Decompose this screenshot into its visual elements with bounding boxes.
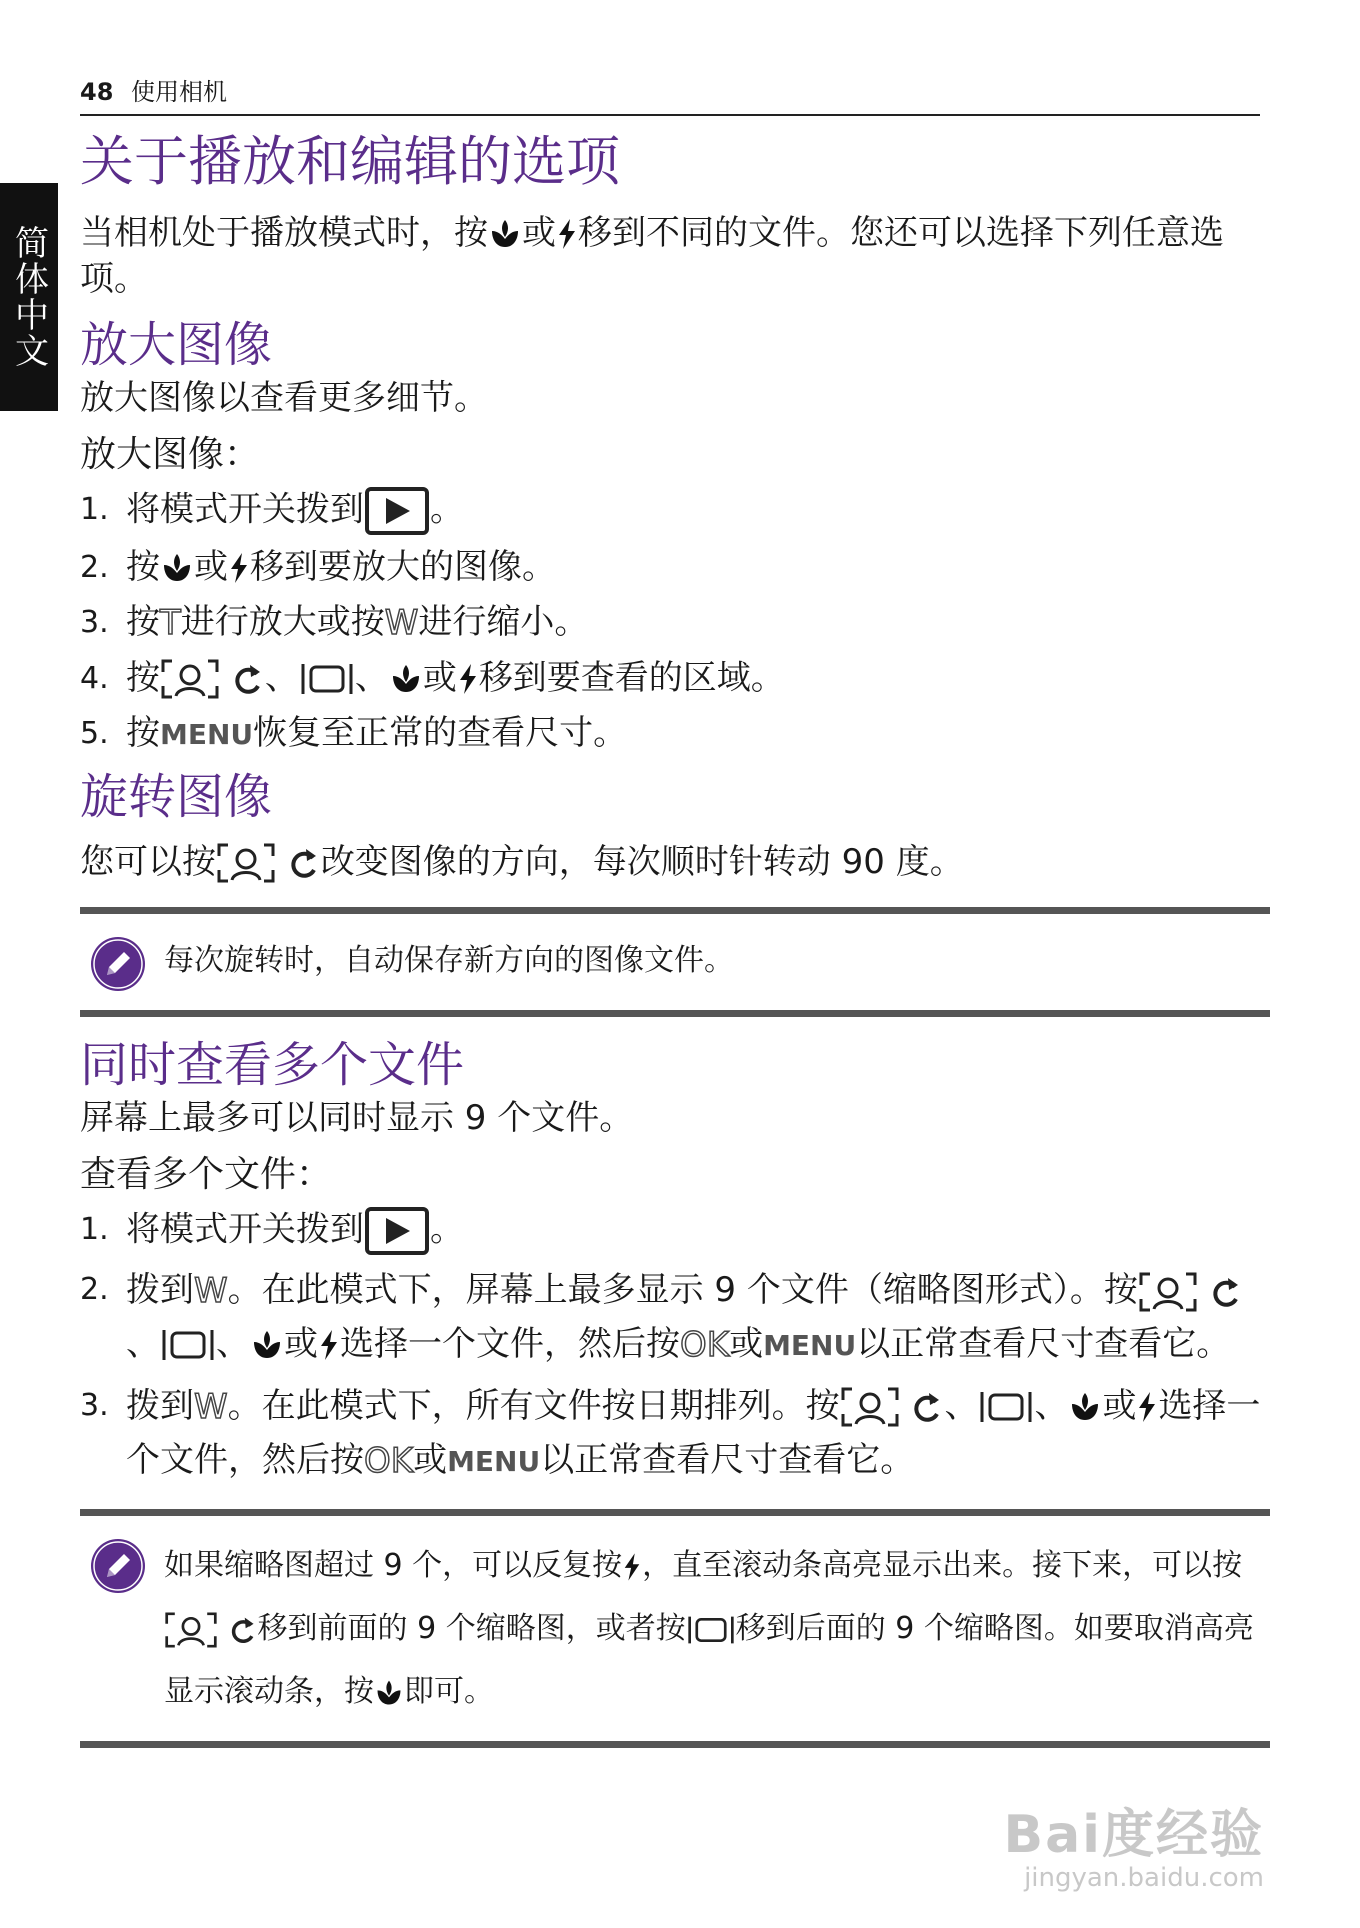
step-text: 移到要查看的区域。 [478,657,785,698]
watermark-brand: Bai度经验 [1003,1805,1264,1865]
list-item [80,1206,1270,1256]
note-text: ，直至滚动条高亮显示出来。接下来，可以按 [642,1548,1243,1584]
multi-steps [80,1206,1270,1487]
list-item [80,1380,1270,1488]
menu-button-label: MENU [160,717,254,751]
playback-mode-icon [364,486,430,536]
rotate-description [80,839,1270,886]
list-item [80,1264,1270,1372]
rotate-heading: 旋转图像 [80,768,273,825]
flash-button-icon [1136,1390,1158,1424]
flash-button-icon [622,1551,642,1583]
step-number: 1. [80,491,109,527]
face-detect-icon [840,1386,900,1428]
multi-note [80,1509,1270,1748]
display-button-icon [160,1327,216,1363]
step-text: 移到要放大的图像。 [250,546,556,587]
note-text: 移到前面的 9 个缩略图，或者按 [257,1611,686,1647]
step-text: 进行放大或按 [180,601,385,642]
header-section: 使用相机 [131,78,228,106]
language-label: 简体中文 [8,225,49,369]
rotate-icon [1209,1273,1243,1311]
step-text: 恢复至正常的查看尺寸。 [253,712,628,753]
step-text: 或 [413,1439,448,1480]
zoom-description: 放大图像以查看更多细节。 [80,378,488,419]
step-text: 或 [729,1323,764,1364]
language-side-tab [0,183,58,411]
step-text: 按 [126,712,160,753]
macro-button-icon [1068,1390,1102,1424]
ok-button-label: OK [680,1325,730,1366]
step-text: 、 [216,1323,250,1364]
ok-button-label: OK [364,1440,414,1481]
flash-button-icon [556,217,578,251]
step-text: 或 [194,546,228,587]
step-number: 3. [80,1387,109,1423]
step-text: 以正常查看尺寸查看它。 [540,1439,915,1480]
step-text: 或 [284,1323,318,1364]
zoom-tele-icon: T [160,602,181,643]
display-button-icon [299,661,355,697]
watermark-url: jingyan.baidu.com [1024,1863,1264,1893]
pencil-note-icon [90,936,146,992]
zoom-heading: 放大图像 [80,317,273,374]
step-text: 或 [1102,1385,1137,1426]
zoom-wide-icon: W [194,1271,228,1312]
step-text: 拨到 [126,1270,194,1311]
zoom-steps [80,486,1270,757]
rotate-note-text: 每次旋转时，自动保存新方向的图像文件。 [164,943,734,979]
step-number: 5. [80,715,109,751]
face-detect-icon [164,1611,218,1649]
pencil-note-icon [90,1538,146,1594]
step-text: 或 [422,657,457,698]
menu-button-label: MENU [763,1328,857,1362]
macro-button-icon [250,1328,284,1362]
rotate-icon [228,1613,258,1647]
list-item [80,655,1270,702]
step-text: 将模式开关拨到 [126,1209,364,1250]
rotate-icon [287,844,321,882]
intro-text-c: 移到不同的文件。您还可以选择下列任意选项。 [80,212,1224,300]
macro-button-icon [374,1678,404,1708]
flash-button-icon [457,662,479,696]
zoom-subheading: 放大图像： [80,434,261,476]
page-title: 关于播放和编辑的选项 [80,130,620,193]
page-header [80,72,227,107]
step-text: 。在此模式下，所有文件按日期排列。按 [227,1385,840,1426]
intro-text-a: 当相机处于播放模式时，按 [80,212,488,253]
step-number: 1. [80,1212,109,1248]
menu-button-label: MENU [447,1444,541,1478]
step-number: 3. [80,604,109,640]
macro-button-icon [160,551,194,585]
step-text-end: 。 [430,489,464,530]
note-text: 如果缩略图超过 9 个，可以反复按 [164,1548,623,1584]
step-text: 按 [126,657,160,698]
step-number: 2. [80,1272,109,1308]
playback-mode-icon [364,1206,430,1256]
rotate-icon [231,660,265,698]
flash-button-icon [318,1328,340,1362]
step-text: 、 [1034,1385,1069,1426]
step-text: 、 [126,1323,160,1364]
list-item [80,710,1270,757]
rotate-note [80,907,1270,1017]
display-button-icon [686,1614,736,1646]
rotate-icon [910,1388,944,1426]
page-number: 48 [80,78,114,106]
list-item [80,544,1270,591]
step-text: 以正常查看尺寸查看它。 [856,1323,1231,1364]
step-text: 选择一个文件，然后按 [126,1385,1261,1480]
zoom-wide-icon: W [194,1386,228,1427]
intro-paragraph [80,210,1270,304]
step-text: 。在此模式下，屏幕上最多显示 9 个文件（缩略图形式）。按 [227,1270,1138,1311]
rotate-text-a: 您可以按 [80,841,216,882]
multi-description: 屏幕上最多可以同时显示 9 个文件。 [80,1098,634,1139]
macro-button-icon [488,217,522,251]
step-text: 将模式开关拨到 [126,489,364,530]
step-text: 按 [126,546,160,587]
step-number: 4. [80,660,109,696]
face-detect-icon [160,658,220,700]
list-item [80,599,1270,647]
note-text: 即可。 [404,1674,494,1710]
multi-heading: 同时查看多个文件 [80,1037,465,1094]
step-number: 2. [80,549,109,585]
flash-button-icon [228,551,250,585]
list-item [80,486,1270,536]
macro-button-icon [389,662,423,696]
rotate-text-b: 改变图像的方向，每次顺时针转动 90 度。 [320,841,964,882]
watermark [1003,1792,1264,1893]
face-detect-icon [216,842,276,884]
face-detect-icon [1138,1271,1198,1313]
intro-text-b: 或 [522,212,556,253]
step-text: 、 [354,657,389,698]
step-text: 、 [944,1385,979,1426]
display-button-icon [978,1389,1034,1425]
zoom-wide-icon: W [384,602,419,643]
multi-note-text [164,1534,1270,1723]
multi-subheading: 查看多个文件： [80,1154,333,1196]
header-divider [80,114,1260,116]
step-text: 进行缩小。 [418,601,589,642]
step-text: 按 [126,601,160,642]
note-text: 移到后面的 9 个缩略图。如要取消高亮显示滚动条，按 [164,1611,1254,1710]
step-text: 拨到 [126,1385,194,1426]
step-text: 、 [264,657,299,698]
step-text: 选择一个文件，然后按 [340,1323,680,1364]
step-text-end: 。 [430,1209,464,1250]
page-content [80,128,1270,1766]
